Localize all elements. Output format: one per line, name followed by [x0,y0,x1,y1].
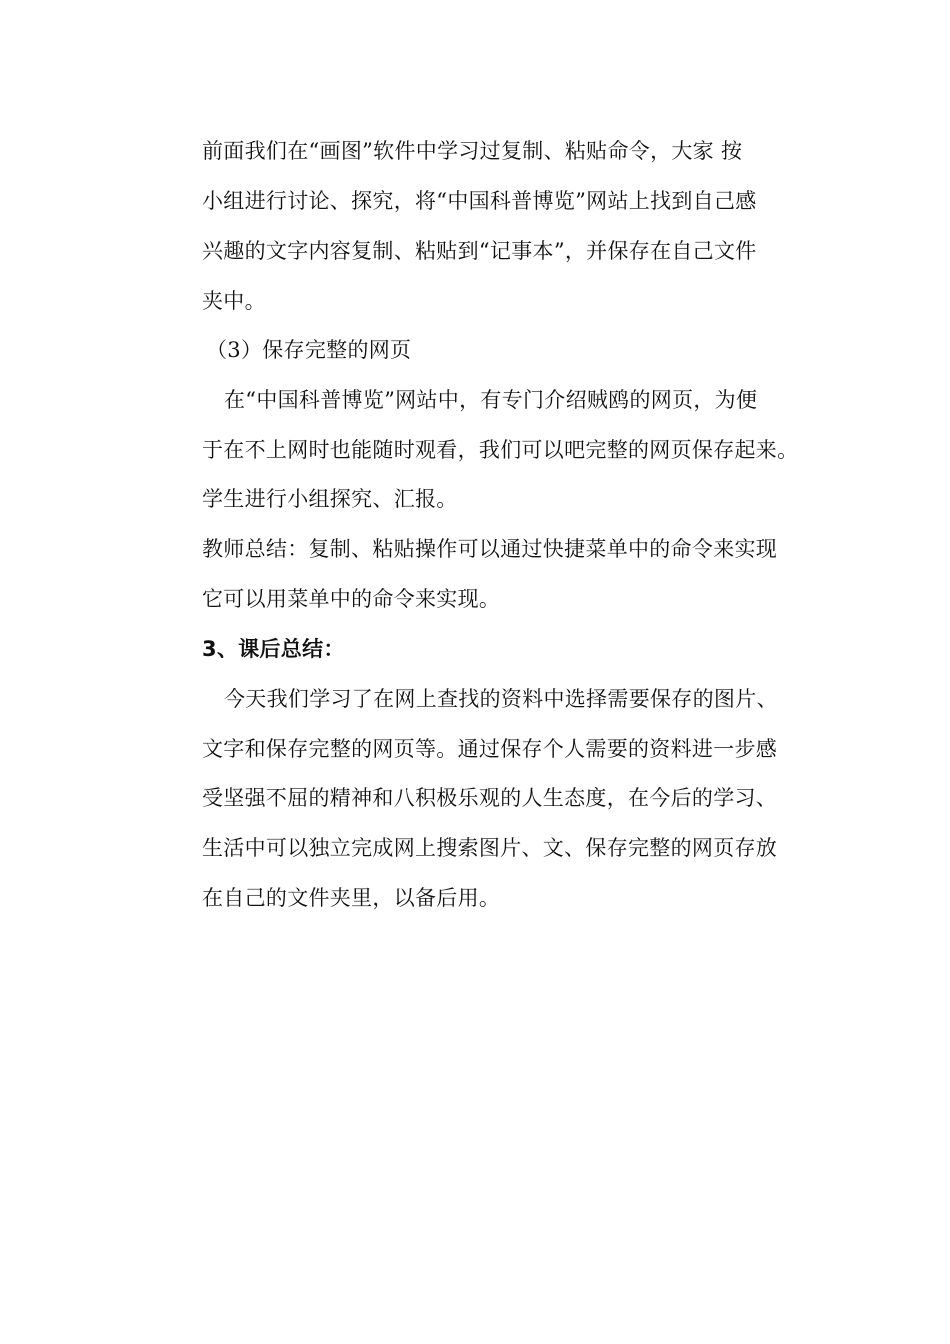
paragraph-line: 兴趣的文字内容复制、粘贴到“记事本”，并保存在自己文件 [202,239,757,263]
paragraph-line: 前面我们在“画图”软件中学习过复制、粘贴命令，大家 按 [202,139,743,163]
paragraph-line: 文字和保存完整的网页等。通过保存个人需要的资料进一步感 [202,737,778,761]
paragraph-line: 它可以用菜单中的命令来实现。 [202,587,501,611]
section-subheading: （3）保存完整的网页 [206,338,412,362]
paragraph-line: 学生进行小组探究、汇报。 [202,487,458,511]
paragraph-line: 于在不上网时也能随时观看，我们可以吧完整的网页保存起来。 [202,438,799,462]
paragraph-line: 夹中。 [202,289,266,313]
paragraph-line: 受坚强不屈的精神和八积极乐观的人生态度，在今后的学习、 [202,786,778,810]
paragraph-line: 在“中国科普博览”网站中，有专门介绍贼鸥的网页，为便 [224,388,758,412]
section-heading: 3、课后总结： [202,637,345,661]
paragraph-line: 生活中可以独立完成网上搜索图片、文、保存完整的网页存放 [202,836,778,860]
paragraph-line: 教师总结：复制、粘贴操作可以通过快捷菜单中的命令来实现 [202,537,778,561]
paragraph-line: 小组进行讨论、探究，将“中国科普博览”网站上找到自己感 [202,189,757,213]
paragraph-line: 今天我们学习了在网上查找的资料中选择需要保存的图片、 [224,687,778,711]
paragraph-line: 在自己的文件夹里，以备后用。 [202,886,501,910]
